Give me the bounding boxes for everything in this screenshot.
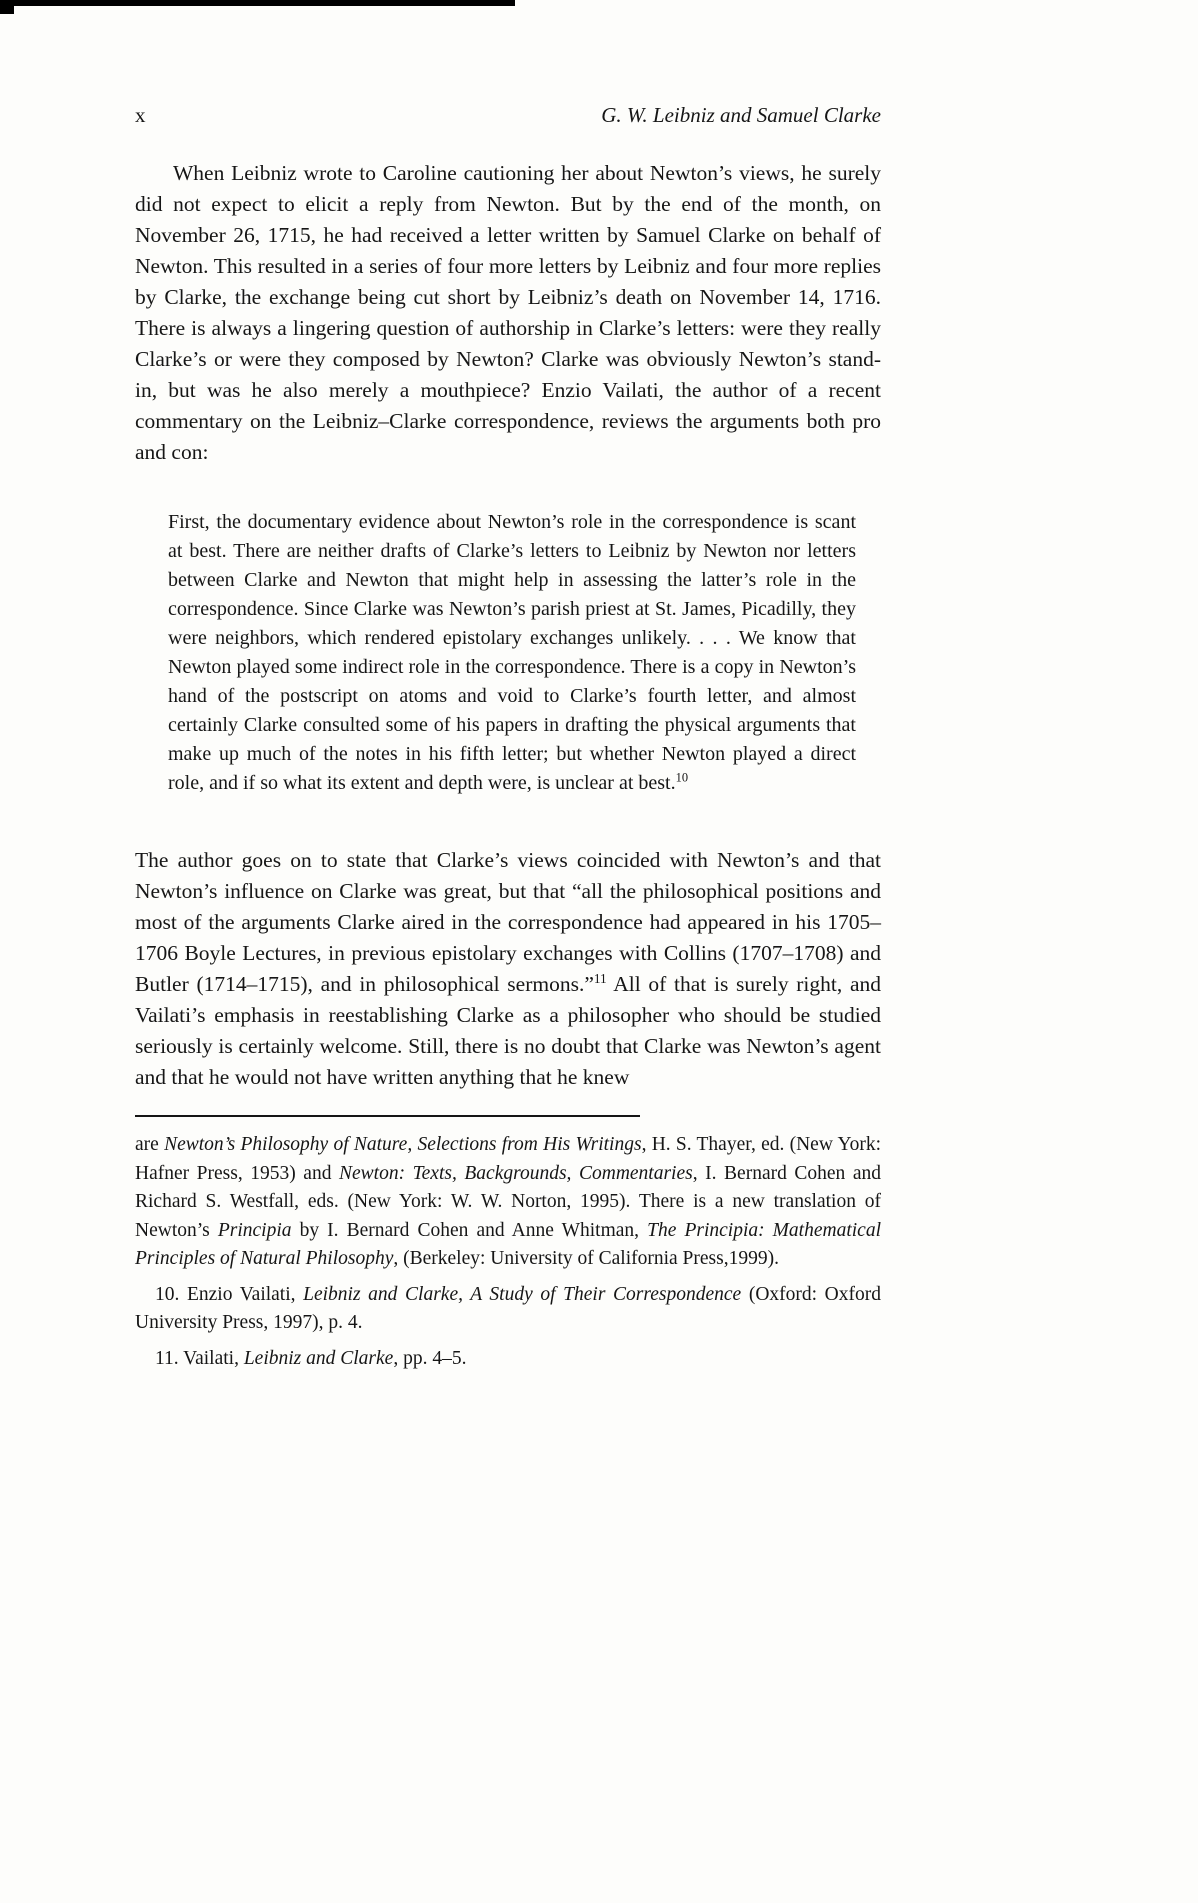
text-run: All of that is surely right, and Vailati’s emphasis in reestablishing Clarke as a philosopher who should be studied seriously is certainly welcome. Still, there is no doubt that Clarke was Newton’s agent and that he would not have written anything that he knew — [135, 972, 881, 1089]
text-run: First, the documentary evidence about Newton’s role in the correspondence is scant at best. There are neither drafts of Clarke’s letters to Leibniz by Newton nor letters between Clarke and Newton that might help in assessing the latter’s role in the correspondence. Since Clarke was Newton’s parish priest at St. James, Picadilly, they were neighbors, which rendered epistolary exchanges unlikely. . . . We know that Newton played some indirect role in the correspondence. There is a copy in Newton’s hand of the postscript on atoms and void to Clarke’s fourth letter, and almost certainly Clarke consulted some of his papers in drafting the physical arguments that make up much of the notes in his fifth letter; but whether Newton played a direct role, and if so what its extent and depth were, is unclear at best. — [168, 511, 856, 794]
text-run: Newton: Texts, Backgrounds, Commentaries — [338, 1162, 693, 1184]
footnote-reference: 11 — [593, 970, 607, 986]
paragraph-intro — [135, 158, 881, 468]
block-quote-vailati — [168, 508, 856, 798]
footnotes-section — [135, 1131, 881, 1373]
text-run: , I. Bernard Cohen and Richard S. Westfall, eds. (New York: W. W. Norton, 1995). There is a new translation of Newton’s — [135, 1162, 881, 1241]
footnote-separator-rule — [135, 1115, 640, 1117]
paragraph-commentary — [135, 845, 881, 1093]
page-number: x — [135, 103, 146, 127]
text-run: Principia — [217, 1219, 292, 1241]
text-run: , (Berkeley: University of California Press,1999). — [393, 1248, 779, 1269]
running-title: G. W. Leibniz and Samuel Clarke — [601, 103, 881, 127]
text-run: The author goes on to state that Clarke’s views coincided with Newton’s and that Newton’s influence on Clarke was great, but that “all the philosophical positions and most of the arguments Clarke aired in the correspondence had appeared in his 1705–1706 Boyle Lectures, in previous epistolary exchanges with Collins (1707–1708) and Butler (1714–1715), and in philosophical sermons.” — [135, 848, 881, 996]
text-run: by I. Bernard Cohen and Anne Whitman, — [291, 1219, 648, 1241]
text-run: When Leibniz wrote to Caroline cautioning her about Newton’s views, he surely did not expect to elicit a reply from Newton. But by the end of the month, on November 26, 1715, he had received a letter written by Samuel Clarke on behalf of Newton. This resulted in a series of four more letters by Leibniz and four more replies by Clarke, the exchange being cut short by Leibniz’s death on November 14, 1716. There is always a lingering question of authorship in Clarke’s letters: were they really Clarke’s or were they composed by Newton? Clarke was obviously Newton’s stand-in, but was he also merely a mouthpiece? Enzio Vailati, the author of a recent commentary on the Leibniz–Clarke correspondence, reviews the arguments both pro and con: — [135, 161, 881, 464]
running-header — [135, 0, 881, 128]
footnote-continuation — [135, 1131, 881, 1274]
footnote-reference: 10 — [675, 770, 689, 785]
text-block — [135, 0, 881, 1373]
text-run: Newton’s Philosophy of Nature, Selections from His Writings — [164, 1134, 642, 1155]
footnote-10 — [135, 1281, 881, 1338]
text-run: Leibniz and Clarke — [243, 1347, 394, 1369]
text-run: Leibniz and Clarke, A Study of Their Correspondence — [303, 1283, 742, 1305]
text-run: (Oxford: Oxford University Press, 1997), p. 4. — [135, 1283, 881, 1333]
text-run: , pp. 4–5. — [393, 1347, 467, 1369]
text-run: are — [135, 1134, 165, 1155]
text-run: The Principia: Mathematical Principles of Natural Philosophy — [135, 1219, 881, 1269]
text-run: 10. Enzio Vailati, — [155, 1283, 304, 1305]
text-run: 11. Vailati, — [155, 1347, 244, 1369]
text-run: , H. S. Thayer, ed. (New York: Hafner Press, 1953) and — [135, 1134, 881, 1184]
page-body — [135, 158, 881, 1373]
footnote-11 — [135, 1345, 881, 1374]
